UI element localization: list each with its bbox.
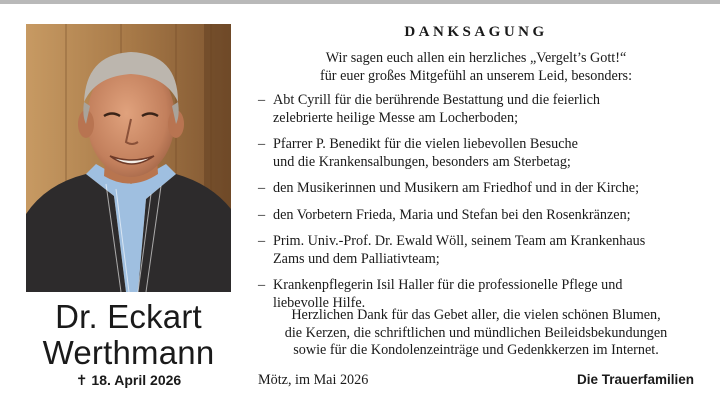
death-date: ✝ 18. April 2026 [75,372,182,388]
closing-line: die Kerzen, die schriftlichen und mündlichen Beileidsbekundungen [284,324,668,341]
dash-bullet: – [258,92,266,108]
thanks-item-line: Prim. Univ.-Prof. Dr. Ewald Wöll, seinem Team am Krankenhaus [273,233,646,249]
intro-line: für euer großes Mitgefühl an unserem Leid, besonders: [319,67,633,84]
closing-text [258,307,694,360]
thanks-item-line: den Musikerinnen und Musikern am Friedhof und in der Kirche; [273,180,640,196]
thanks-item-line: den Vorbetern Frieda, Maria und Stefan bei den Rosenkränzen; [273,206,631,223]
deceased-name-first: Dr. Eckart [55,298,202,335]
thanks-item-musicians [258,180,694,198]
thanks-item-line: Zams und dem Palliativteam; [273,250,440,267]
place-and-date: Mötz, im Mai 2026 [258,372,369,388]
deceased-name-last: Werthmann [42,334,215,371]
portrait-photo [26,24,231,292]
thanks-item-line: Pfarrer P. Benedikt für die vielen liebevollen Besuche [273,136,578,152]
portrait-illustration [26,24,231,292]
dash-bullet: – [258,136,266,152]
closing-line: sowie für die Kondolenzeinträge und Gedenkkerzen im Internet. [293,342,659,358]
thanks-item-line: zelebrierte heilige Messe am Locherboden; [273,109,519,126]
thanks-item-hospital [258,233,694,268]
notice-title: DANKSAGUNG [404,24,548,40]
thanks-item-abbot [258,92,694,127]
thanks-notice [258,0,694,410]
thanks-list [258,92,694,321]
thanks-item-pastor [258,136,694,171]
dash-bullet: – [258,206,266,223]
thanks-item-line: Abt Cyrill für die berührende Bestattung und die feierlich [273,92,601,108]
dash-bullet: – [258,180,266,196]
intro-line: Wir sagen euch allen ein herzliches „Vergelt’s Gott!“ [325,50,627,66]
signature: Die Trauerfamilien [576,372,694,387]
thanks-item-line: liebevolle Hilfe. [273,294,366,311]
thanks-item-line: und die Krankensalbungen, besonders am Sterbetag; [273,153,571,170]
thanks-item-line: Krankenpflegerin Isil Haller für die professionelle Pflege und [273,277,623,293]
dash-bullet: – [258,277,266,293]
closing-line: Herzlichen Dank für das Gebet aller, die vielen schönen Blumen, [291,307,661,323]
thanks-item-prayer-leaders [258,207,694,225]
intro-text [258,50,694,85]
dash-bullet: – [258,233,266,249]
